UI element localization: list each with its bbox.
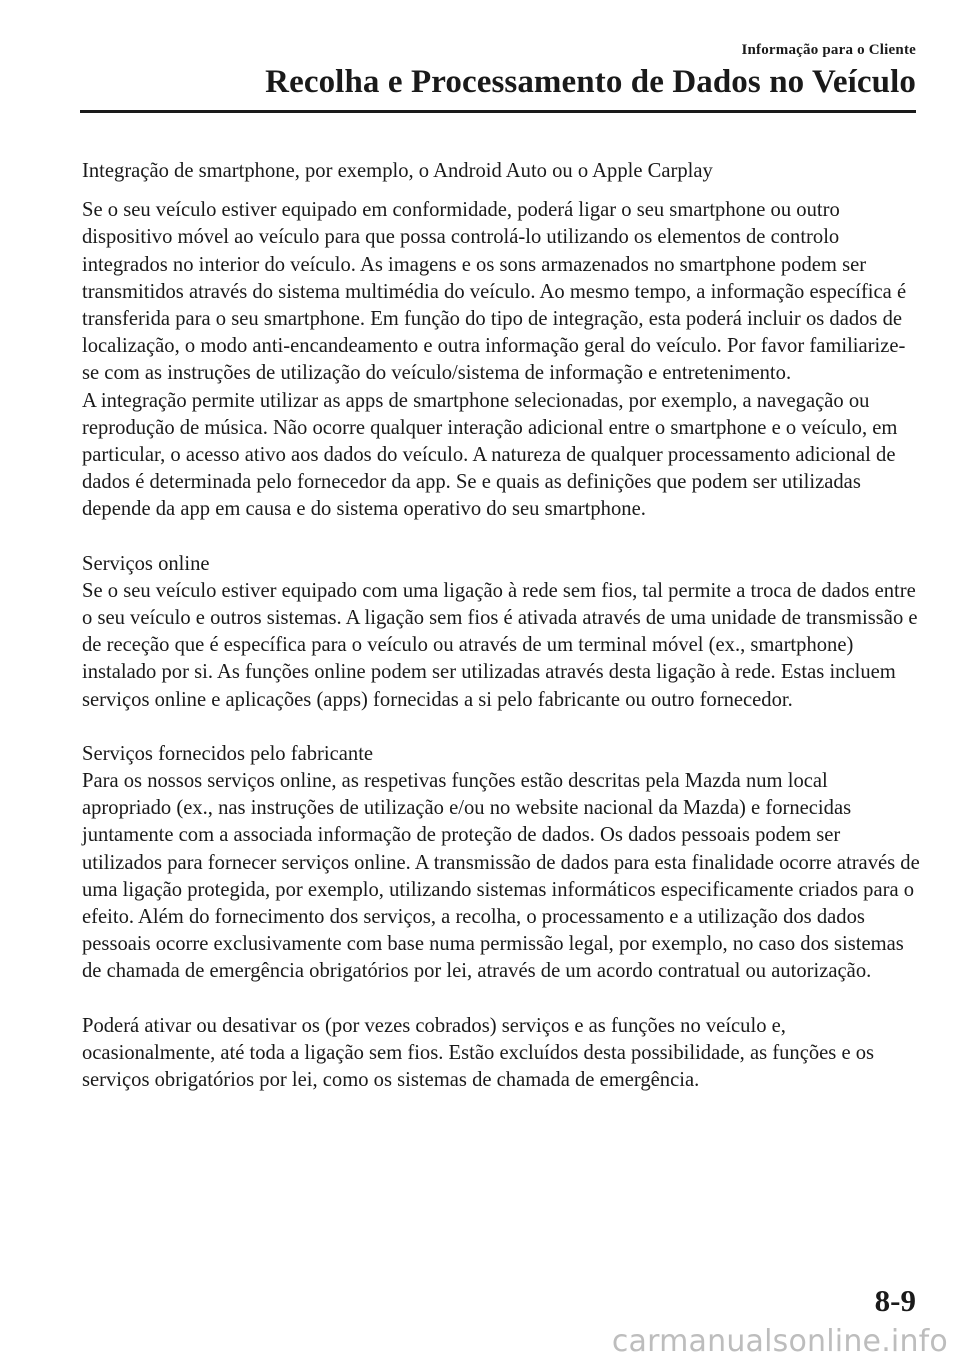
page-number: 8-9: [874, 1283, 916, 1318]
body-text: [82, 158, 920, 1094]
paragraph-integration-apps: A integração permite utilizar as apps de smartphone selecionadas, por exemplo, a navegação ou reprodução de música. Não ocorre qualquer interação adicional entre o smartphone e o veículo, em particular, o acesso ativo aos dados do veículo. A natureza de qualquer processamento adicional de dados é determinada pelo fornecedor da app. Se e quais as definições que podem ser utilizadas depende da app em causa e do sistema operativo do seu smartphone.: [82, 389, 898, 521]
section-label: Informação para o Cliente: [741, 42, 916, 58]
page-title: Recolha e Processamento de Dados no Veículo: [265, 64, 916, 100]
page-header: [80, 40, 916, 113]
subheading-manufacturer-services: Serviços fornecidos pelo fabricante: [82, 742, 374, 765]
spacer: [82, 524, 920, 551]
subheading-online-services: Serviços online: [82, 552, 210, 575]
paragraph-activation: Poderá ativar ou desativar os (por vezes cobrados) serviços e as funções no veículo e, ocasionalmente, até toda a ligação sem fios. Estão excluídos desta possibilidade, as funções e os serviços obrigatórios por lei, como os sistemas de chamada de emergência.: [82, 1014, 875, 1092]
spacer: [82, 185, 920, 197]
subheading-smartphone-integration: Integração de smartphone, por exemplo, o Android Auto ou o Apple Carplay: [82, 160, 713, 182]
paragraph-smartphone-connection: Se o seu veículo estiver equipado em conformidade, poderá ligar o seu smartphone ou outro dispositivo móvel ao veículo para que possa controlá-lo utilizando os elementos de controlo integrados no interior do veículo. As imagens e os sons armazenados no smartphone podem ser transmitidos através do sistema multimédia do veículo. Ao mesmo tempo, a informação específica é transferida para o seu smartphone. Em função do tipo de integração, esta poderá incluir os dados de localização, o modo anti-encandeamento e outra informação geral do veículo. Por favor familiarize-se com as instruções de utilização do veículo/sistema de informação e entretenimento.: [82, 199, 907, 385]
spacer: [82, 986, 920, 1013]
watermark: carmanualsonline.info: [611, 1324, 948, 1359]
paragraph-online-services: Se o seu veículo estiver equipado com uma ligação à rede sem fios, tal permite a troca de dados entre o seu veículo e outros sistemas. A ligação sem fios é ativada através de uma unidade de transmissão e de receção que é específica para o veículo ou através de um terminal móvel (ex., smartphone) instalado por si. As funções online podem ser utilizadas através desta ligação à rede. Estas incluem serviços online e aplicações (apps) fornecidas a si pelo fabricante ou outro fornecedor.: [82, 579, 918, 711]
paragraph-manufacturer-services: Para os nossos serviços online, as respetivas funções estão descritas pela Mazda num local apropriado (ex., nas instruções de utilização e/ou no website nacional da Mazda) e fornecidas juntamente com a associada informação de proteção de dados. Os dados pessoais podem ser utilizados para fornecer serviços online. A transmissão de dados para esta finalidade ocorre através de uma ligação protegida, por exemplo, utilizando sistemas informáticos especificamente criados para o efeito. Além do fornecimento dos serviços, a recolha, o processamento e a utilização dos dados pessoais ocorre exclusivamente com base numa permissão legal, por exemplo, no caso dos sistemas de chamada de emergência obrigatórios por lei, através de um acordo contratual ou autorização.: [82, 770, 920, 983]
header-rule: [80, 110, 916, 113]
spacer: [82, 714, 920, 741]
